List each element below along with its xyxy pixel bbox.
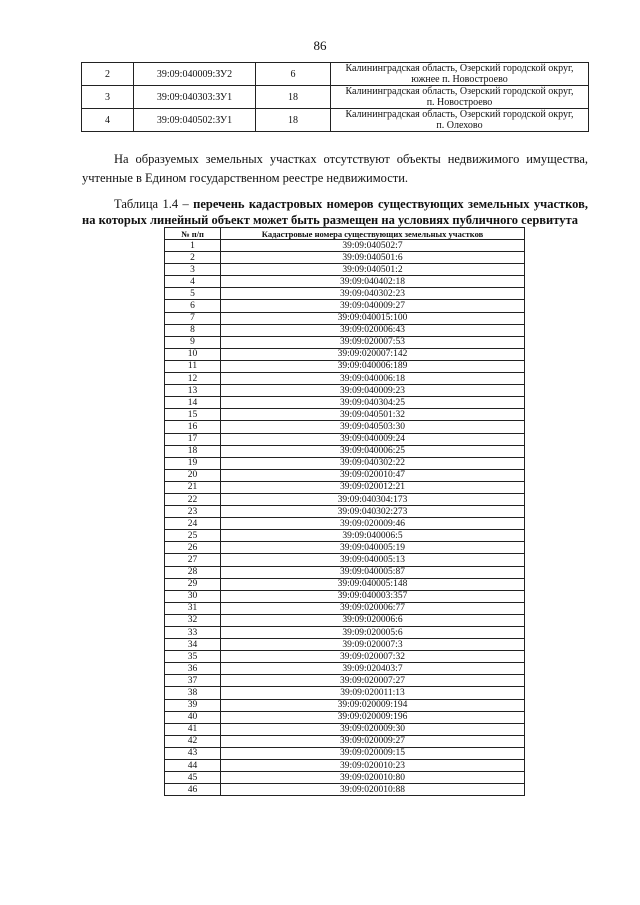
row-number-cell: 33 [165,627,221,639]
table-row [82,86,589,109]
land-plots-table [81,62,589,132]
cadastral-number-cell: 39:09:020007:32 [221,651,525,663]
cadastral-number-cell: 39:09:020009:30 [221,723,525,735]
row-number-cell: 27 [165,554,221,566]
table-row [82,63,589,86]
area-cell: 18 [256,86,331,109]
table-row [165,312,525,324]
row-number-cell: 31 [165,602,221,614]
row-number-cell: 6 [165,300,221,312]
table-row [165,602,525,614]
table-row [165,409,525,421]
cadastral-number-cell: 39:09:040501:32 [221,409,525,421]
cadastral-number-cell: 39:09:020009:194 [221,699,525,711]
row-number-cell: 17 [165,433,221,445]
row-number-cell: 43 [165,747,221,759]
row-number-cell: 3 [82,86,134,109]
table-row [165,651,525,663]
cadastral-number-cell: 39:09:040009:ЗУ2 [134,63,256,86]
table-row [165,614,525,626]
row-number-cell: 44 [165,760,221,772]
row-number-cell: 41 [165,723,221,735]
table-row [165,264,525,276]
table-row [165,723,525,735]
row-number-cell: 20 [165,469,221,481]
cadastral-number-cell: 39:09:040302:23 [221,288,525,300]
address-cell [331,109,589,132]
cadastral-number-cell: 39:09:040005:13 [221,554,525,566]
cadastral-number-cell: 39:09:020403:7 [221,663,525,675]
table-row [165,240,525,252]
table-row [165,433,525,445]
cadastral-number-cell: 39:09:020007:3 [221,639,525,651]
table-row [165,711,525,723]
table-caption [82,196,588,228]
cadastral-number-cell: 39:09:020007:142 [221,348,525,360]
table-row [165,578,525,590]
address-line-1: Калининградская область, Озерский городской округ, [345,109,574,120]
table-row [165,300,525,312]
table-row [165,687,525,699]
cadastral-number-cell: 39:09:040005:87 [221,566,525,578]
area-cell: 18 [256,109,331,132]
table-row [165,530,525,542]
table-row [165,542,525,554]
cadastral-number-cell: 39:09:040402:18 [221,276,525,288]
cadastral-number-cell: 39:09:020006:6 [221,614,525,626]
table-row [165,566,525,578]
row-number-cell: 18 [165,445,221,457]
row-number-cell: 15 [165,409,221,421]
table-row [165,493,525,505]
row-number-cell: 13 [165,385,221,397]
row-number-cell: 10 [165,348,221,360]
cadastral-number-cell: 39:09:040502:ЗУ1 [134,109,256,132]
cadastral-number-cell: 39:09:040302:273 [221,506,525,518]
cadastral-number-cell: 39:09:020007:27 [221,675,525,687]
cadastral-number-cell: 39:09:040009:24 [221,433,525,445]
table-row [165,288,525,300]
cadastral-number-cell: 39:09:020010:47 [221,469,525,481]
row-number-cell: 28 [165,566,221,578]
cadastral-number-cell: 39:09:020010:23 [221,760,525,772]
cadastral-number-cell: 39:09:020005:6 [221,627,525,639]
cadastral-number-cell: 39:09:040302:22 [221,457,525,469]
cadastral-number-cell: 39:09:040005:19 [221,542,525,554]
cadastral-number-cell: 39:09:020010:88 [221,784,525,796]
row-number-cell: 1 [165,240,221,252]
cadastral-number-cell: 39:09:040304:25 [221,397,525,409]
header-number: № п/п [165,228,221,240]
address-cell [331,86,589,109]
table-row [165,554,525,566]
row-number-cell: 7 [165,312,221,324]
cadastral-number-cell: 39:09:040003:357 [221,590,525,602]
row-number-cell: 2 [165,252,221,264]
cadastral-number-cell: 39:09:020012:21 [221,481,525,493]
cadastral-number-cell: 39:09:040006:18 [221,373,525,385]
table-row [165,784,525,796]
cadastral-number-cell: 39:09:040006:5 [221,530,525,542]
cadastral-numbers-table [164,227,525,796]
cadastral-number-cell: 39:09:020009:15 [221,747,525,759]
row-number-cell: 39 [165,699,221,711]
cadastral-number-cell: 39:09:020009:46 [221,518,525,530]
row-number-cell: 5 [165,288,221,300]
caption-prefix: Таблица 1.4 – [114,197,194,211]
table-row [165,506,525,518]
row-number-cell: 36 [165,663,221,675]
cadastral-number-cell: 39:09:040304:173 [221,493,525,505]
table-row [165,699,525,711]
cadastral-number-cell: 39:09:040009:23 [221,385,525,397]
table-row [165,675,525,687]
row-number-cell: 25 [165,530,221,542]
table-row [165,772,525,784]
table-row [165,336,525,348]
address-line-1: Калининградская область, Озерский городской округ, [345,86,574,97]
row-number-cell: 29 [165,578,221,590]
row-number-cell: 4 [165,276,221,288]
row-number-cell: 2 [82,63,134,86]
cadastral-number-cell: 39:09:040015:100 [221,312,525,324]
row-number-cell: 38 [165,687,221,699]
cadastral-number-cell: 39:09:040303:ЗУ1 [134,86,256,109]
table-row [165,747,525,759]
cadastral-number-cell: 39:09:020010:80 [221,772,525,784]
row-number-cell: 32 [165,614,221,626]
cadastral-number-cell: 39:09:040501:2 [221,264,525,276]
table-row [165,421,525,433]
table-header-row [165,228,525,240]
page-number: 86 [313,38,327,53]
cadastral-number-cell: 39:09:020009:27 [221,735,525,747]
cadastral-number-cell: 39:09:040006:25 [221,445,525,457]
row-number-cell: 14 [165,397,221,409]
address-line-2: п. Олехово [436,120,483,131]
table-row [165,252,525,264]
row-number-cell: 11 [165,360,221,372]
table-row [165,457,525,469]
row-number-cell: 34 [165,639,221,651]
table-row [165,445,525,457]
row-number-cell: 4 [82,109,134,132]
cadastral-number-cell: 39:09:040501:6 [221,252,525,264]
row-number-cell: 3 [165,264,221,276]
table-row [165,590,525,602]
row-number-cell: 35 [165,651,221,663]
address-line-2: п. Новостроево [426,97,493,108]
row-number-cell: 40 [165,711,221,723]
row-number-cell: 23 [165,506,221,518]
table-row [82,109,589,132]
table-row [165,397,525,409]
row-number-cell: 37 [165,675,221,687]
table-row [165,348,525,360]
address-line-1: Калининградская область, Озерский городской округ, [345,63,574,74]
table-row [165,469,525,481]
row-number-cell: 42 [165,735,221,747]
table-row [165,324,525,336]
row-number-cell: 24 [165,518,221,530]
row-number-cell: 8 [165,324,221,336]
table-row [165,760,525,772]
cadastral-number-cell: 39:09:020009:196 [221,711,525,723]
row-number-cell: 30 [165,590,221,602]
body-paragraph: На образуемых земельных участках отсутствуют объекты недвижимого имущества, учтенные в Едином государственном реестре недвижимости. [82,152,588,185]
table-row [165,663,525,675]
cadastral-number-cell: 39:09:020007:53 [221,336,525,348]
cadastral-number-cell: 39:09:040009:27 [221,300,525,312]
table-row [165,276,525,288]
row-number-cell: 12 [165,373,221,385]
table-row [165,627,525,639]
area-cell: 6 [256,63,331,86]
row-number-cell: 45 [165,772,221,784]
table-row [165,735,525,747]
address-line-2: южнее п. Новостроево [411,74,508,85]
header-cadastral: Кадастровые номера существующих земельных участков [221,228,525,240]
row-number-cell: 21 [165,481,221,493]
row-number-cell: 16 [165,421,221,433]
caption-title: перечень кадастровых номеров существующих земельных участков, на которых линейный объект может быть размещен на условиях публичного сервитута [82,197,588,227]
table-row [165,639,525,651]
cadastral-number-cell: 39:09:040503:30 [221,421,525,433]
address-cell [331,63,589,86]
row-number-cell: 46 [165,784,221,796]
table-row [165,360,525,372]
table-row [165,518,525,530]
cadastral-number-cell: 39:09:020006:43 [221,324,525,336]
row-number-cell: 22 [165,493,221,505]
cadastral-number-cell: 39:09:040005:148 [221,578,525,590]
table-row [165,385,525,397]
cadastral-number-cell: 39:09:040006:189 [221,360,525,372]
cadastral-number-cell: 39:09:020006:77 [221,602,525,614]
row-number-cell: 26 [165,542,221,554]
cadastral-number-cell: 39:09:040502:7 [221,240,525,252]
row-number-cell: 9 [165,336,221,348]
table-row [165,373,525,385]
table-row [165,481,525,493]
cadastral-number-cell: 39:09:020011:13 [221,687,525,699]
row-number-cell: 19 [165,457,221,469]
